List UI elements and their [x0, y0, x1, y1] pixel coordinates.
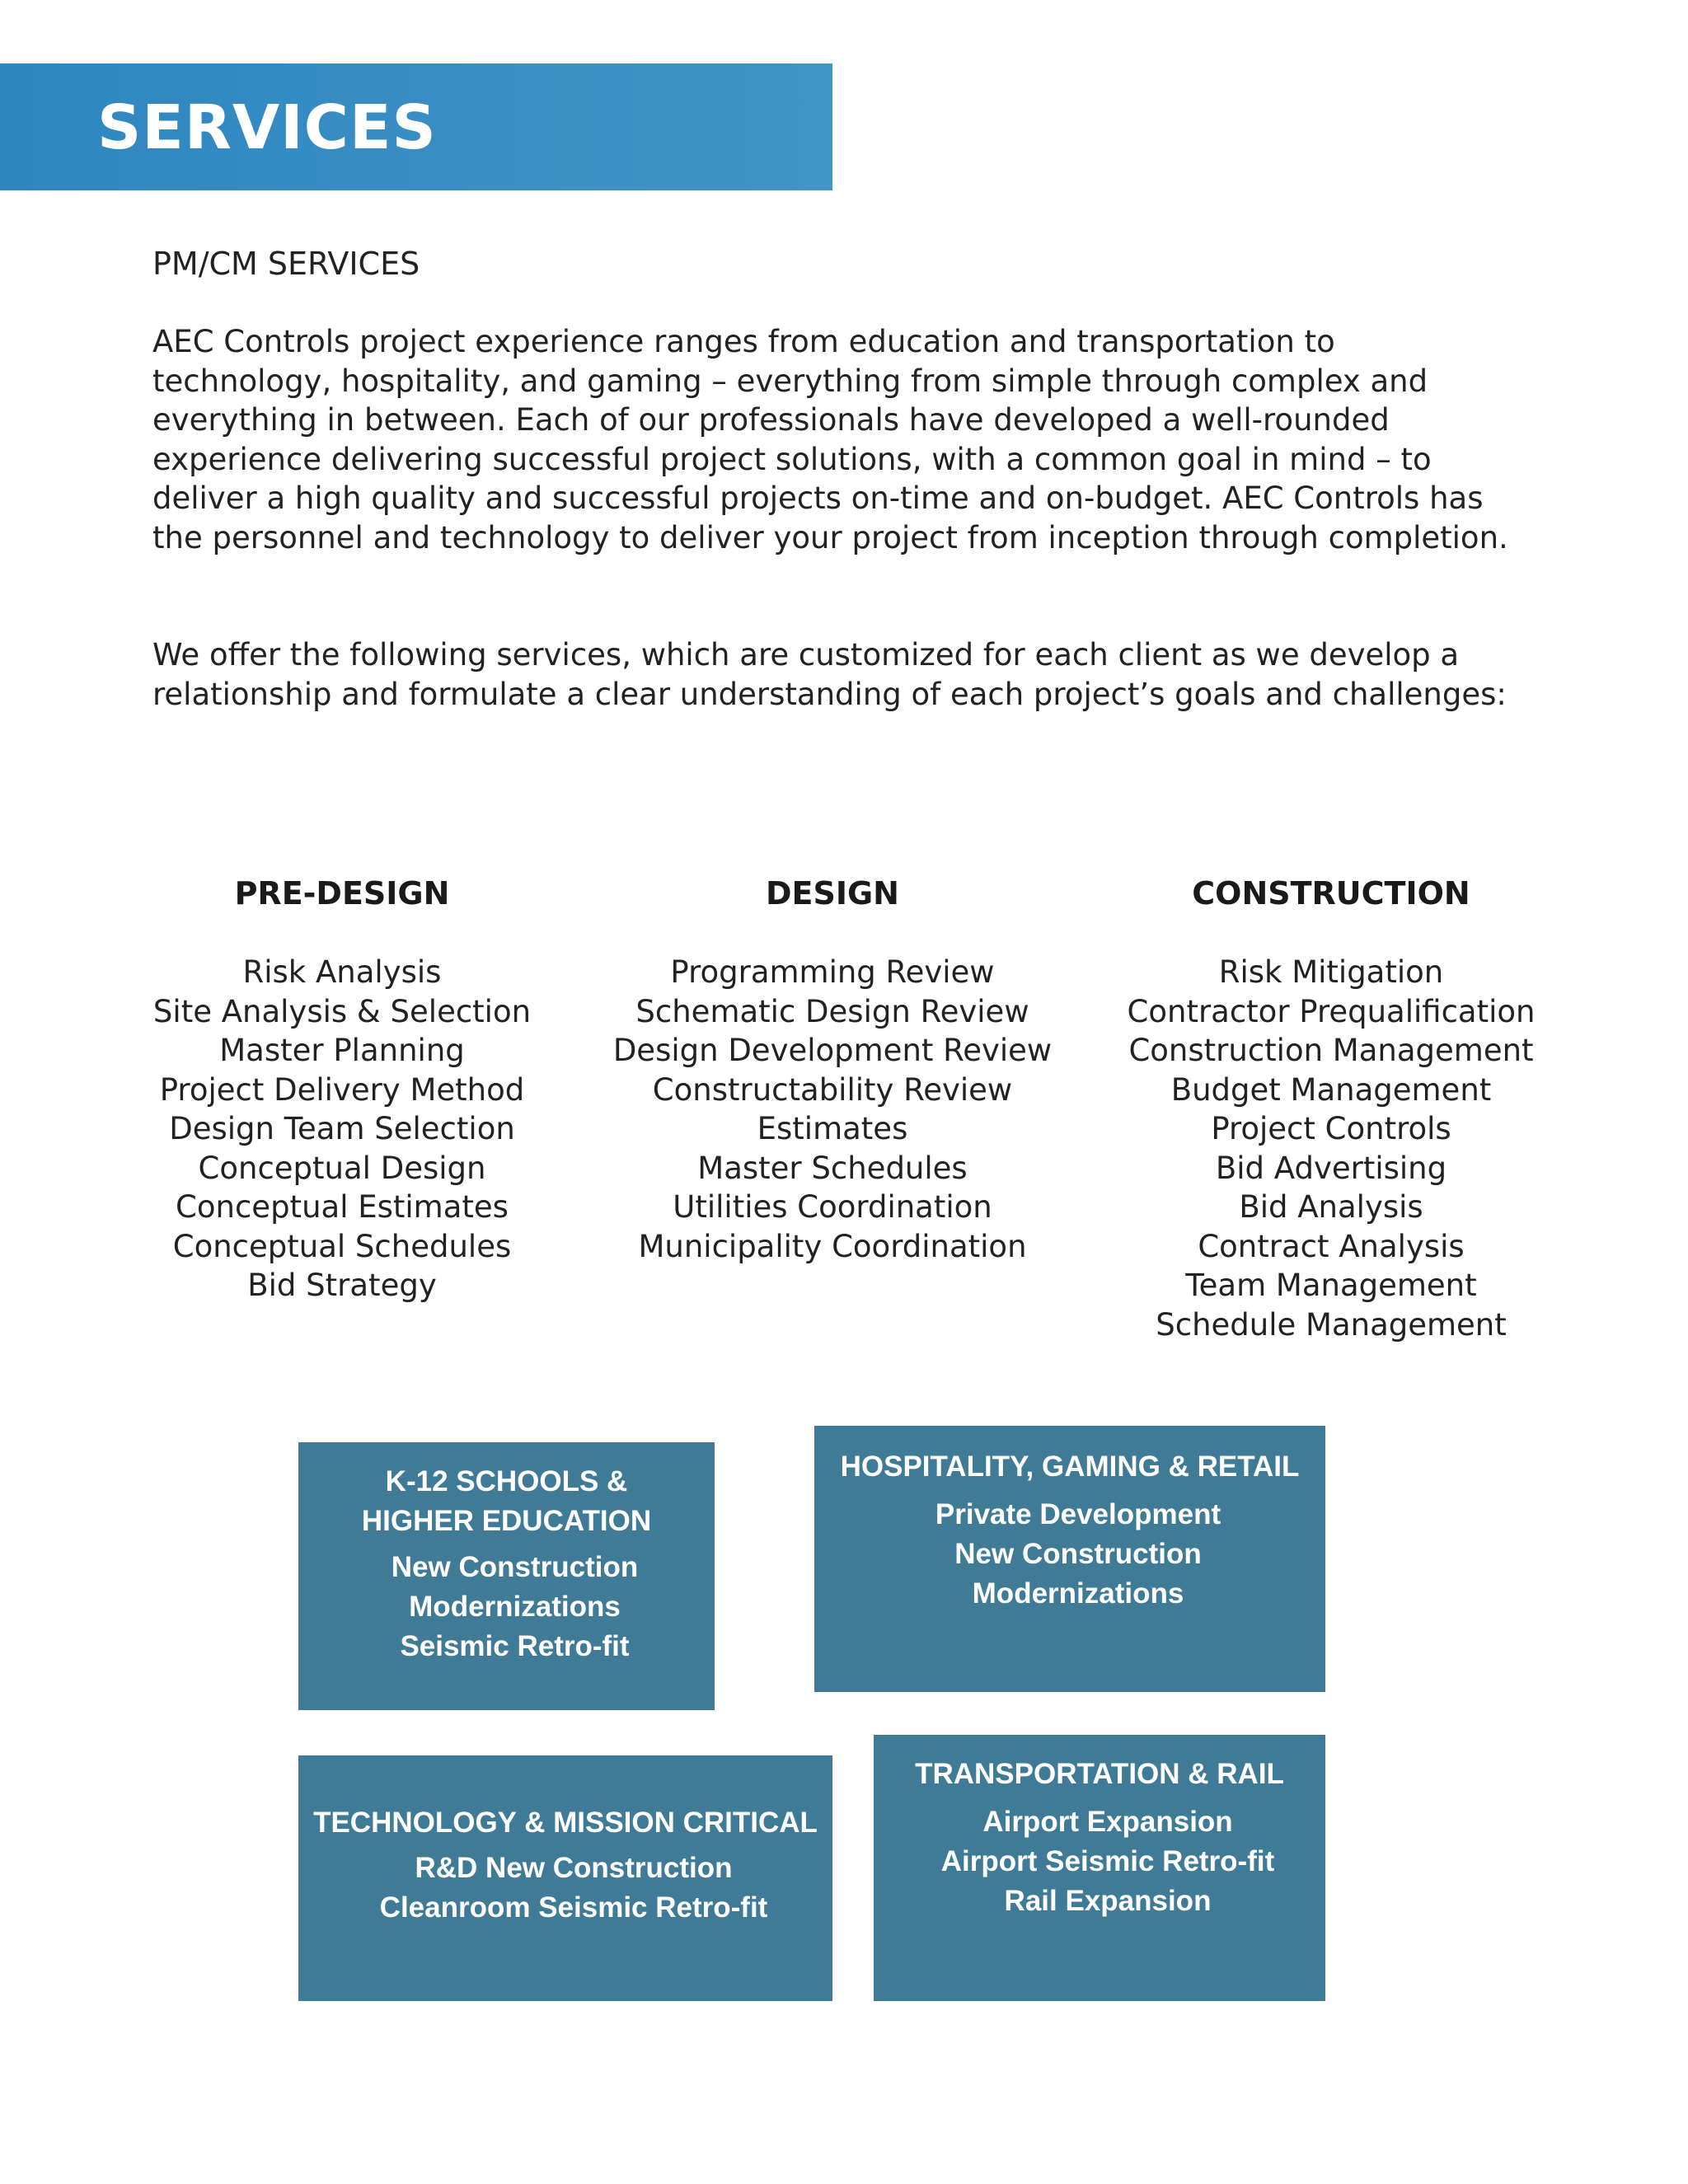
sector-item: Private Development — [935, 1498, 1221, 1530]
phase-list — [87, 953, 598, 1305]
sector-item: R&D New Construction — [415, 1852, 733, 1884]
list-item: Risk Mitigation — [1218, 954, 1444, 990]
list-item: Project Controls — [1211, 1111, 1451, 1146]
list-item: Contract Analysis — [1198, 1228, 1465, 1264]
phase-heading: PRE-DESIGN — [234, 875, 450, 912]
intro-paragraph: AEC Controls project experience ranges from education and transportation to technology, hospitality, and gaming – everything from simple through complex and everything in between. Each of our professionals have developed a well-rounded experience delivering successful project solutions, with a common goal in mind – to deliver a high quality and successful projects on-time and on-budget. AEC Controls has the personnel and technology to deliver your project from inception through completion. — [152, 324, 1508, 555]
list-item: Budget Management — [1170, 1071, 1492, 1108]
list-item: Team Management — [1185, 1268, 1477, 1303]
phase-column-pre-design — [87, 874, 598, 1305]
sector-item: Cleanroom Seismic Retro-fit — [379, 1891, 768, 1924]
phase-list — [1076, 953, 1587, 1344]
sector-list — [298, 1849, 832, 1928]
list-item: Constructability Review — [652, 1071, 1013, 1108]
sector-item: New Construction — [954, 1538, 1202, 1570]
sector-title: HOSPITALITY, GAMING & RETAIL — [840, 1451, 1300, 1483]
list-item: Master Schedules — [697, 1150, 968, 1186]
list-item: Conceptual Schedules — [172, 1228, 512, 1264]
list-item: Design Development Review — [612, 1033, 1053, 1068]
list-item: Bid Analysis — [1239, 1189, 1423, 1225]
list-item: Design Team Selection — [169, 1111, 515, 1146]
list-item: Contractor Prequalification — [1127, 993, 1536, 1029]
sector-box-hospitality — [814, 1426, 1325, 1692]
sector-item: New Construction — [391, 1551, 639, 1583]
section-label: PM/CM SERVICES — [152, 246, 420, 282]
list-item: Schedule Management — [1156, 1306, 1507, 1343]
list-item: Conceptual Design — [198, 1150, 486, 1186]
sector-item: Rail Expansion — [1004, 1885, 1212, 1917]
sector-item: Modernizations — [409, 1591, 621, 1623]
list-item: Master Planning — [219, 1033, 465, 1068]
header-banner — [0, 63, 832, 190]
page-title: SERVICES — [97, 92, 437, 163]
list-item: Bid Strategy — [247, 1268, 437, 1303]
sector-item: Airport Seismic Retro-fit — [940, 1845, 1275, 1877]
sector-list — [874, 1802, 1325, 1921]
sector-box-transportation — [874, 1735, 1325, 2001]
sector-item: Modernizations — [972, 1577, 1184, 1610]
phase-heading: CONSTRUCTION — [1192, 875, 1470, 912]
sector-list — [814, 1495, 1325, 1614]
list-item: Construction Management — [1128, 1033, 1534, 1068]
phase-heading: DESIGN — [765, 875, 899, 912]
list-item: Project Delivery Method — [159, 1071, 525, 1108]
list-item: Utilities Coordination — [673, 1189, 992, 1225]
list-item: Programming Review — [670, 954, 995, 990]
sector-title: TECHNOLOGY & MISSION CRITICAL — [313, 1807, 818, 1839]
list-item: Schematic Design Review — [635, 993, 1029, 1029]
list-item: Risk Analysis — [242, 954, 442, 990]
list-item: Estimates — [757, 1111, 908, 1146]
sector-box-technology — [298, 1755, 832, 2001]
sector-box-k12 — [298, 1442, 715, 1710]
phase-column-design — [577, 874, 1088, 1266]
sector-list — [298, 1548, 715, 1666]
services-intro-paragraph: We offer the following services, which are customized for each client as we develop a relationship and formulate a clear understanding of each project’s goals and challenges: — [152, 637, 1507, 712]
list-item: Municipality Coordination — [638, 1228, 1027, 1264]
phase-column-construction — [1076, 874, 1587, 1344]
phase-list — [577, 953, 1088, 1266]
list-item: Site Analysis & Selection — [152, 993, 532, 1029]
sector-title: TRANSPORTATION & RAIL — [915, 1758, 1284, 1790]
list-item: Bid Advertising — [1215, 1150, 1447, 1186]
sector-title: K-12 SCHOOLS & HIGHER EDUCATION — [361, 1465, 652, 1537]
sector-item: Airport Expansion — [982, 1806, 1233, 1838]
sector-item: Seismic Retro-fit — [400, 1630, 630, 1662]
list-item: Conceptual Estimates — [176, 1189, 509, 1225]
